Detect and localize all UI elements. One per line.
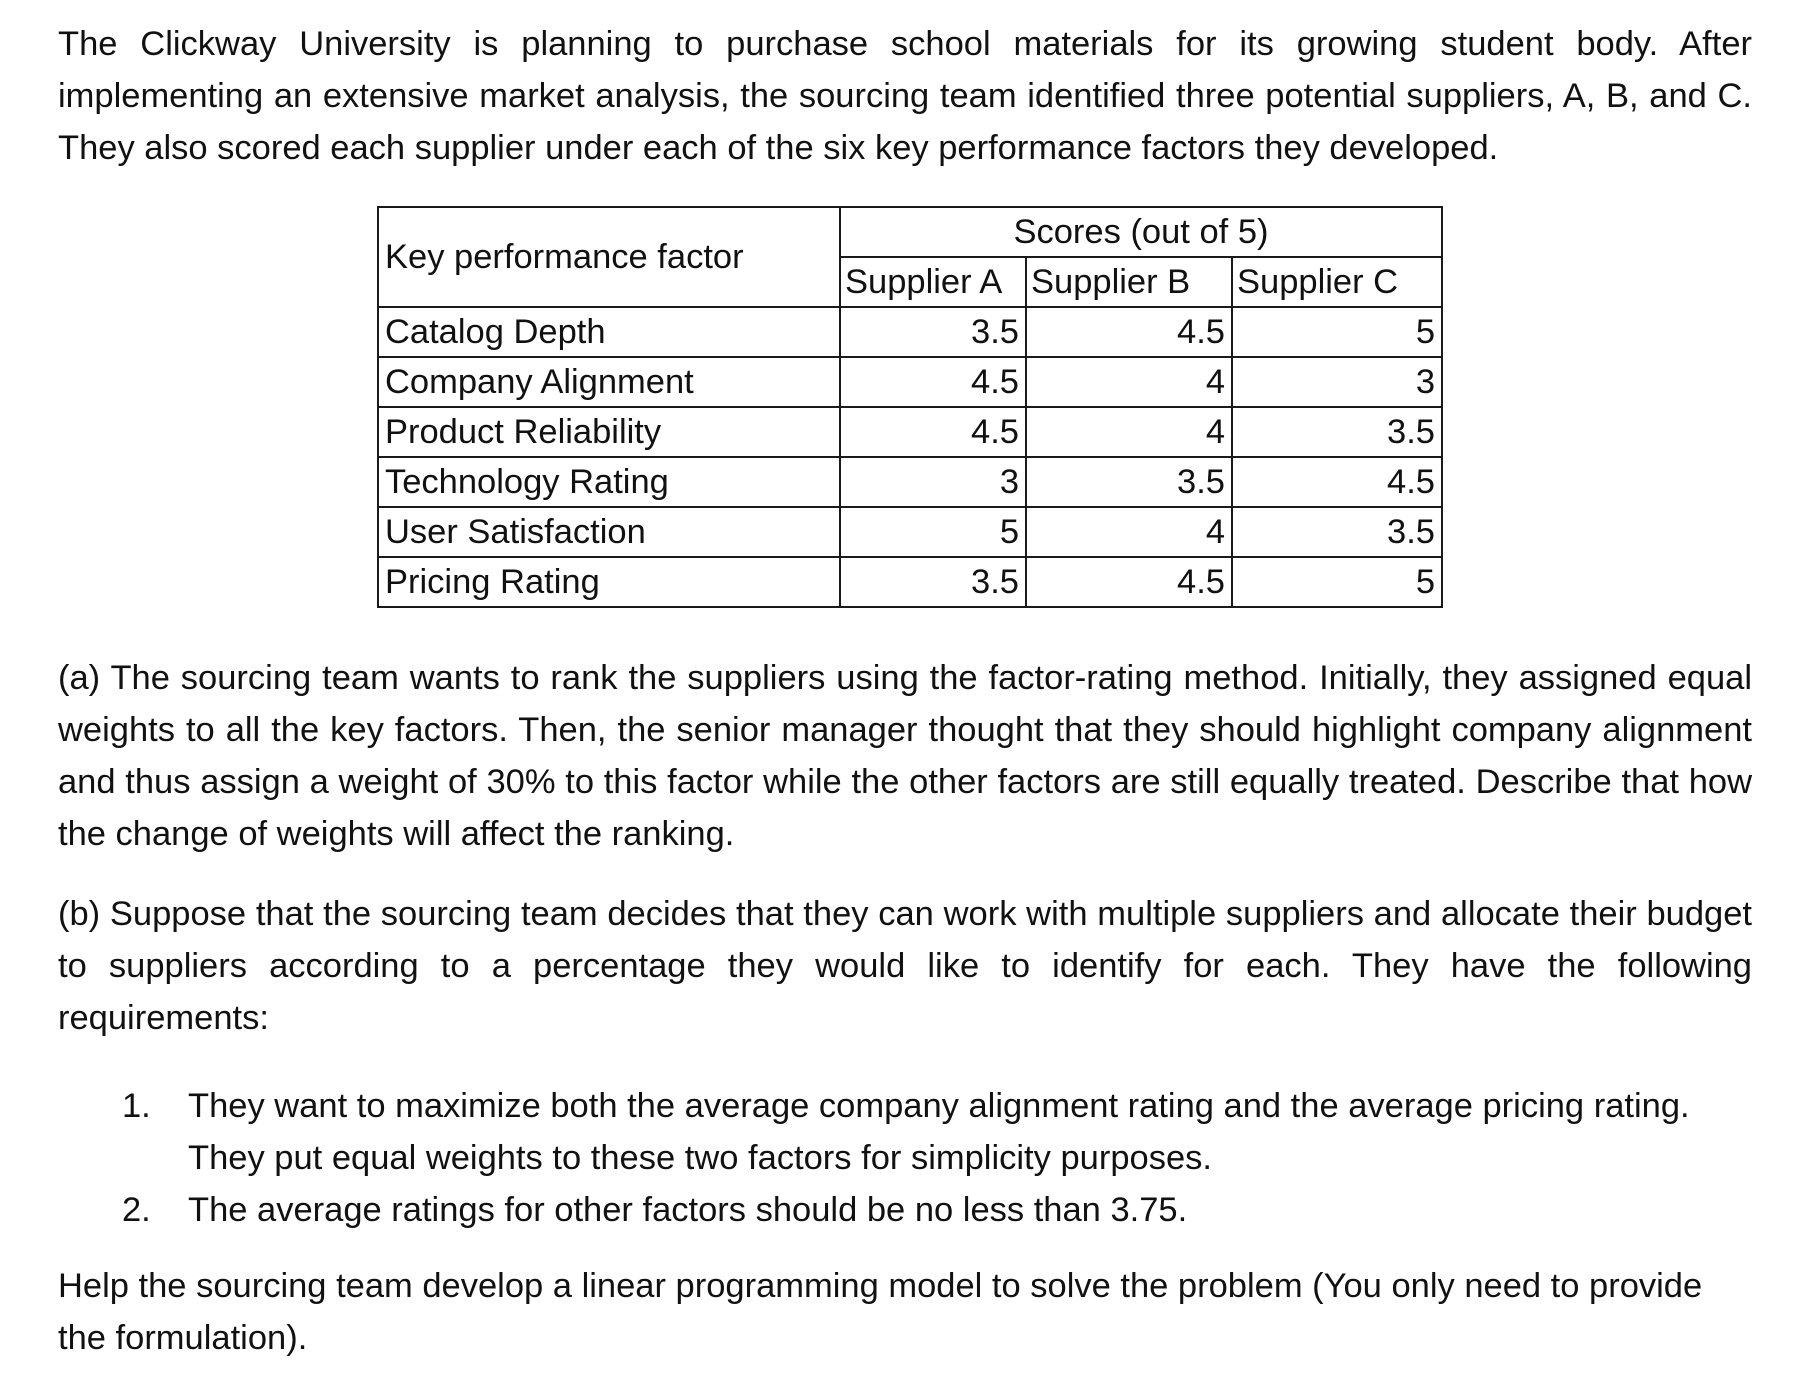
supplier-b-header: Supplier B xyxy=(1026,257,1232,307)
score-supplier-b: 4 xyxy=(1026,407,1232,457)
help-paragraph: Help the sourcing team develop a linear programming model to solve the problem (You only need to provide the formulation). xyxy=(58,1267,1703,1357)
score-supplier-c: 5 xyxy=(1232,307,1442,357)
part-a-question: (a) The sourcing team wants to rank the suppliers using the factor-rating method. Initially, they assigned equal weights to all the key factors. Then, the senior manager thought that they should highlight company alignment and thus assign a weight of 30% to this factor while the other factors are still equally treated. Describe that how the change of weights will affect the ranking. xyxy=(58,659,1752,853)
score-supplier-a: 4.5 xyxy=(840,357,1026,407)
score-supplier-c: 3.5 xyxy=(1232,407,1442,457)
table-row xyxy=(378,357,1442,407)
factor-name: Pricing Rating xyxy=(378,557,840,607)
list-item-number: 2. xyxy=(122,1191,151,1229)
score-supplier-b: 4 xyxy=(1026,507,1232,557)
list-item-number: 1. xyxy=(122,1087,151,1125)
intro-paragraph: The Clickway University is planning to purchase school materials for its growing student body. After implementing an extensive market analysis, the sourcing team identified three potential suppliers, A, B, and C. They also scored each supplier under each of the six key performance factors they developed. xyxy=(58,25,1752,167)
score-supplier-a: 3 xyxy=(840,457,1026,507)
factor-name: Company Alignment xyxy=(378,357,840,407)
scores-column-header: Scores (out of 5) xyxy=(840,207,1442,257)
score-supplier-b: 4.5 xyxy=(1026,307,1232,357)
score-supplier-a: 3.5 xyxy=(840,557,1026,607)
score-supplier-a: 4.5 xyxy=(840,407,1026,457)
score-supplier-c: 3 xyxy=(1232,357,1442,407)
table-row xyxy=(378,507,1442,557)
table-row xyxy=(378,407,1442,457)
supplier-a-header: Supplier A xyxy=(840,257,1026,307)
table-row xyxy=(378,557,1442,607)
factor-name: Product Reliability xyxy=(378,407,840,457)
scores-table-container xyxy=(377,206,1443,608)
score-supplier-c: 5 xyxy=(1232,557,1442,607)
score-supplier-b: 4 xyxy=(1026,357,1232,407)
table-header-row xyxy=(378,207,1442,257)
score-supplier-b: 3.5 xyxy=(1026,457,1232,507)
factor-column-header: Key performance factor xyxy=(378,207,840,307)
list-item xyxy=(58,1184,1752,1236)
score-supplier-b: 4.5 xyxy=(1026,557,1232,607)
table-row xyxy=(378,457,1442,507)
requirements-list xyxy=(58,1080,1752,1236)
list-item-text: The average ratings for other factors should be no less than 3.75. xyxy=(188,1191,1188,1229)
part-b-question: (b) Suppose that the sourcing team decides that they can work with multiple suppliers and allocate their budget to suppliers according to a percentage they would like to identify for each. They have the following requirements: xyxy=(58,895,1752,1037)
supplier-c-header: Supplier C xyxy=(1232,257,1442,307)
score-supplier-c: 4.5 xyxy=(1232,457,1442,507)
list-item xyxy=(58,1080,1752,1184)
list-item-text: They want to maximize both the average company alignment rating and the average pricing rating. They put equal weights to these two factors for simplicity purposes. xyxy=(188,1087,1690,1177)
scores-table xyxy=(377,206,1443,608)
score-supplier-c: 3.5 xyxy=(1232,507,1442,557)
factor-name: User Satisfaction xyxy=(378,507,840,557)
factor-name: Technology Rating xyxy=(378,457,840,507)
score-supplier-a: 3.5 xyxy=(840,307,1026,357)
score-supplier-a: 5 xyxy=(840,507,1026,557)
table-row xyxy=(378,307,1442,357)
factor-name: Catalog Depth xyxy=(378,307,840,357)
